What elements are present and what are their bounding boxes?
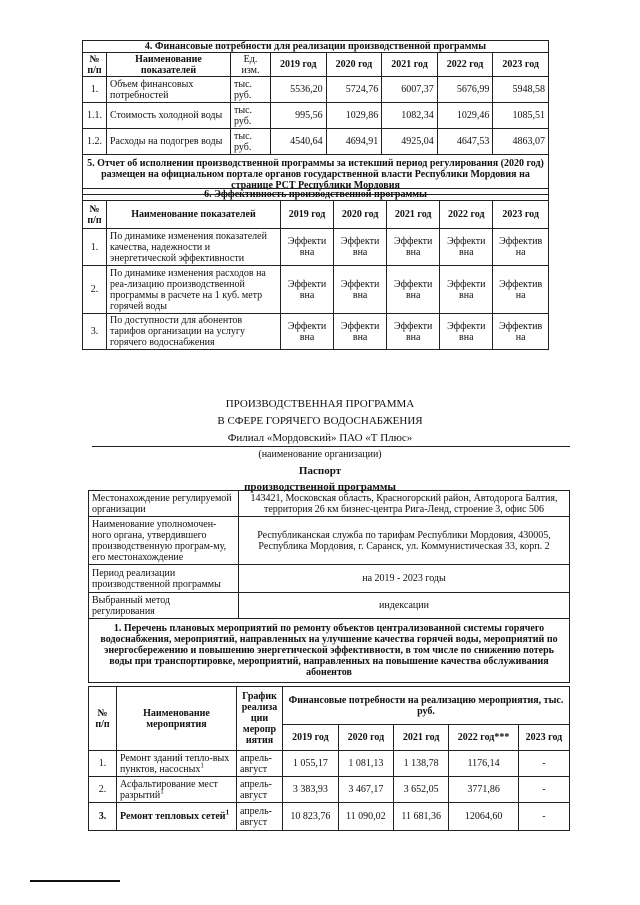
section-4-title: 4. Финансовые потребности для реализации производственной программы: [83, 41, 549, 53]
row-value: 1176,14: [449, 751, 519, 777]
col-year-header: 2021 год: [394, 725, 449, 751]
row-value: 5948,58: [493, 77, 549, 103]
organization-caption: (наименование организации): [258, 449, 382, 460]
row-value: 995,56: [271, 103, 327, 129]
organization-name: Филиал «Мордовский» ПАО «Т Плюс»: [227, 432, 413, 444]
row-name: [117, 751, 237, 777]
col-name-header: Наименование мероприятия: [117, 687, 237, 751]
row-value: Эффекти вна: [334, 229, 387, 266]
row-value: Эффектив на: [493, 314, 549, 350]
row-name-text: Асфальтирование мест разрытий: [120, 778, 218, 801]
section-6-title: 6. Эффективность производственной программы: [83, 189, 549, 201]
table-row: [89, 593, 570, 619]
row-name: Стоимость холодной воды: [107, 103, 231, 129]
col-year-header: 2021 год: [387, 201, 440, 229]
col-year-header: 2019 год: [283, 725, 339, 751]
table-row: [83, 229, 549, 266]
col-finance-header: Финансовые потребности на реализацию мероприятия, тыс. руб.: [283, 687, 570, 725]
col-year-header: 2022 год: [437, 53, 493, 77]
row-name-text: Ремонт тепловых сетей: [120, 811, 226, 822]
row-num: 1.: [89, 751, 117, 777]
row-name: По динамике изменения показателей качества, надежности и энергетической эффективности: [107, 229, 281, 266]
row-value: 3 652,05: [394, 777, 449, 803]
row-name: По динамике изменения расходов на реа-лизацию производственной программы в расчете на 1 куб. метр горячей воды: [107, 266, 281, 314]
row-value: 1 138,78: [394, 751, 449, 777]
row-value: -: [518, 777, 569, 803]
row-value: Эффекти вна: [334, 266, 387, 314]
row-value: 4647,53: [437, 129, 493, 155]
row-num: 1.2.: [83, 129, 107, 155]
row-value: 5724,76: [326, 77, 382, 103]
row-name-text: Ремонт зданий тепло-вых пунктов, насосных: [120, 752, 230, 775]
table-row: [83, 129, 549, 155]
table-row: [89, 803, 570, 831]
col-year-header: 2020 год: [338, 725, 393, 751]
col-year-header: 2022 год***: [449, 725, 519, 751]
passport-label: Наименование уполномочен-ного органа, утвердившего производственную програм-му, его местонахождение: [89, 517, 239, 565]
col-unit-header: Ед. изм.: [231, 53, 271, 77]
row-name: [117, 777, 237, 803]
row-value: 4540,64: [271, 129, 327, 155]
row-value: 4694,91: [326, 129, 382, 155]
row-name: Объем финансовых потребностей: [107, 77, 231, 103]
col-year-header: 2019 год: [271, 53, 327, 77]
row-value: 4863,07: [493, 129, 549, 155]
row-value: -: [518, 803, 569, 831]
passport-subtitle: производственной программы: [244, 481, 396, 493]
row-value: Эффекти вна: [440, 266, 493, 314]
row-value: 1082,34: [382, 103, 438, 129]
row-value: Эффектив на: [493, 266, 549, 314]
section-5-report: 5. Отчет об исполнении производственной программы за истекший период регулирования (2020 год) размещен на официальном портале органов государственной власти Республики Мордовия на странице РСТ Республики Мордовия: [83, 155, 549, 195]
table-row: [83, 77, 549, 103]
table-row: [89, 777, 570, 803]
row-schedule: апрель-август: [237, 751, 283, 777]
row-value: Эффекти вна: [281, 266, 334, 314]
footnote-mark: 1: [200, 761, 204, 770]
col-name-header: Наименование показателей: [107, 53, 231, 77]
passport-label: Период реализации производственной программы: [89, 565, 239, 593]
row-name: [117, 803, 237, 831]
passport-value: Республиканская служба по тарифам Республики Мордовия, 430005, Республика Мордовия, г. Саранск, ул. Коммунистическая 33, корп. 2: [239, 517, 570, 565]
row-value: Эффекти вна: [387, 266, 440, 314]
footnote-mark: 1: [160, 787, 164, 796]
row-value: 3 383,93: [283, 777, 339, 803]
row-value: 6007,37: [382, 77, 438, 103]
row-schedule: апрель-август: [237, 777, 283, 803]
row-value: Эффекти вна: [334, 314, 387, 350]
table-row: [89, 751, 570, 777]
row-num: 2.: [89, 777, 117, 803]
row-value: -: [518, 751, 569, 777]
row-num: 2.: [83, 266, 107, 314]
row-num: 3.: [89, 803, 117, 831]
col-num-header: № п/п: [89, 687, 117, 751]
row-value: Эффекти вна: [440, 229, 493, 266]
row-name: Расходы на подогрев воды: [107, 129, 231, 155]
row-value: Эффектив на: [493, 229, 549, 266]
row-value: 3 467,17: [338, 777, 393, 803]
col-year-header: 2022 год: [440, 201, 493, 229]
row-value: 1085,51: [493, 103, 549, 129]
passport-label: Выбранный метод регулирования: [89, 593, 239, 619]
row-value: 5676,99: [437, 77, 493, 103]
passport-table: [88, 490, 570, 683]
financial-needs-table: [82, 40, 549, 195]
row-value: 12064,60: [449, 803, 519, 831]
col-name-header: Наименование показателей: [107, 201, 281, 229]
col-year-header: 2023 год: [518, 725, 569, 751]
row-value: 10 823,76: [283, 803, 339, 831]
efficiency-table: [82, 188, 549, 350]
table-row: [83, 266, 549, 314]
table-row: [89, 565, 570, 593]
row-unit: тыс. руб.: [231, 129, 271, 155]
row-value: 1029,86: [326, 103, 382, 129]
table-row: [89, 491, 570, 517]
row-value: Эффекти вна: [387, 229, 440, 266]
row-num: 1.1.: [83, 103, 107, 129]
passport-value: на 2019 - 2023 годы: [239, 565, 570, 593]
passport-value: 143421, Московская область, Красногорский район, Автодорога Балтия, территория 26 км бизнес-центра Рига-Ленд, строение 3, офис 506: [239, 491, 570, 517]
row-value: 1 081,13: [338, 751, 393, 777]
row-value: 1029,46: [437, 103, 493, 129]
passport-title: Паспорт: [298, 465, 342, 477]
row-num: 1.: [83, 77, 107, 103]
footnote-separator: [30, 880, 120, 882]
row-value: 11 090,02: [338, 803, 393, 831]
col-year-header: 2020 год: [326, 53, 382, 77]
table-row: [83, 314, 549, 350]
row-value: 1 055,17: [283, 751, 339, 777]
table-row: [83, 103, 549, 129]
passport-label: Местонахождение регулируемой организации: [89, 491, 239, 517]
col-num-header: № п/п: [83, 201, 107, 229]
row-value: Эффекти вна: [281, 314, 334, 350]
row-schedule: апрель-август: [237, 803, 283, 831]
col-num-header: № п/п: [83, 53, 107, 77]
col-year-header: 2020 год: [334, 201, 387, 229]
row-num: 3.: [83, 314, 107, 350]
col-year-header: 2021 год: [382, 53, 438, 77]
col-year-header: 2019 год: [281, 201, 334, 229]
col-schedule-header: График реализа ции меропр иятия: [237, 687, 283, 751]
row-value: 11 681,36: [394, 803, 449, 831]
col-year-header: 2023 год: [493, 201, 549, 229]
row-value: Эффекти вна: [387, 314, 440, 350]
table-row: [89, 517, 570, 565]
row-value: Эффекти вна: [440, 314, 493, 350]
program-title: ПРОИЗВОДСТВЕННАЯ ПРОГРАММА: [225, 398, 415, 410]
row-name: По доступности для абонентов тарифов организации на услугу горячего водоснабжения: [107, 314, 281, 350]
underline: [92, 446, 570, 447]
passport-value: индексации: [239, 593, 570, 619]
program-subtitle: В СФЕРЕ ГОРЯЧЕГО ВОДОСНАБЖЕНИЯ: [217, 415, 423, 427]
footnote-mark: 1: [225, 808, 230, 817]
row-value: 4925,04: [382, 129, 438, 155]
row-value: 5536,20: [271, 77, 327, 103]
section-1-title: 1. Перечень плановых мероприятий по ремонту объектов централизованной системы горячего водоснабжения, мероприятий, направленных на улучшение качества горячей воды, мероприятий по энергосбережению и повышению энергетической эффективности, в том числе по снижению потерь воды при транспортировке, мероприятий, направленных на повышение качества обслуживания абонентов: [89, 619, 570, 683]
row-num: 1.: [83, 229, 107, 266]
row-unit: тыс. руб.: [231, 77, 271, 103]
row-unit: тыс. руб.: [231, 103, 271, 129]
col-year-header: 2023 год: [493, 53, 549, 77]
row-value: 3771,86: [449, 777, 519, 803]
measures-table: [88, 686, 570, 831]
row-value: Эффекти вна: [281, 229, 334, 266]
